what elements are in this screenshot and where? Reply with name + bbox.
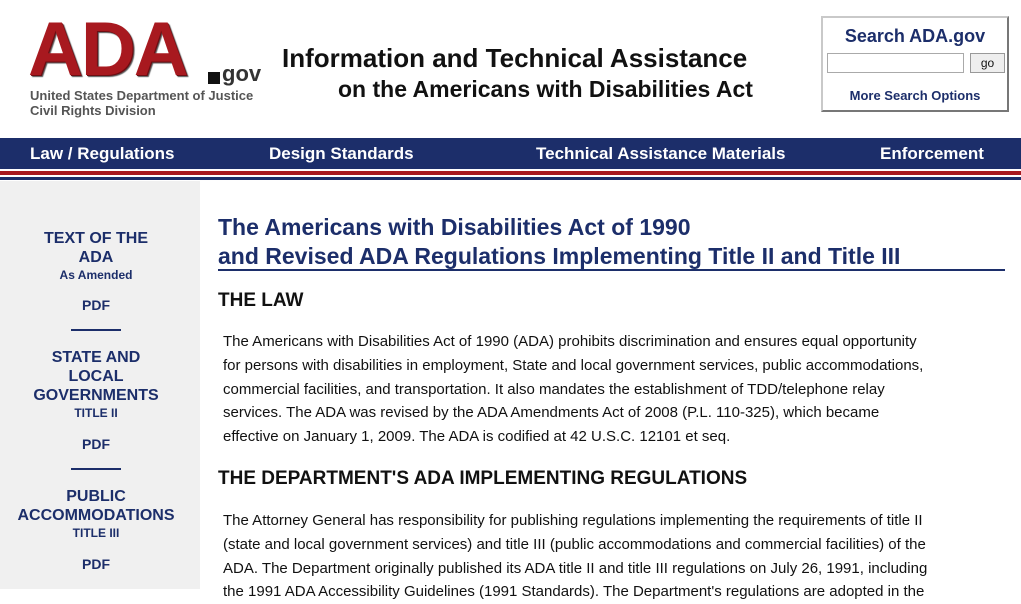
nav-technical-assistance[interactable]: Technical Assistance Materials [536, 144, 786, 163]
section-heading-the-law: THE LAW [218, 290, 304, 311]
sidebar-public-acc-sub: TITLE III [72, 526, 120, 540]
sidebar-state-local-line3: GOVERNMENTS [33, 387, 159, 404]
sidebar-text-of-ada[interactable] [0, 229, 192, 283]
site-title-line2: on the Americans with Disabilities Act [338, 76, 753, 102]
site-title-line1: Information and Technical Assistance [282, 43, 748, 73]
sidebar-state-local-line2: LOCAL [68, 368, 124, 385]
text-line: The Americans with Disabilities Act of 1990 (ADA) prohibits discrimination and ensures equal opportunity [223, 333, 917, 350]
logo-department: United States Department of Justice [30, 88, 254, 103]
nav-stripe-navy [0, 177, 1021, 180]
text-line: commercial facilities, and transportation. It also mandates the establishment of TDD/telephone relay [223, 380, 885, 398]
nav-enforcement[interactable]: Enforcement [880, 144, 984, 163]
page-title [218, 213, 1005, 271]
sidebar-public-acc-line1: PUBLIC [66, 488, 126, 505]
section-regulations-text [223, 509, 998, 604]
sidebar [0, 181, 200, 589]
page-title-line1: The Americans with Disabilities Act of 1990 [218, 214, 691, 240]
nav-design-standards[interactable]: Design Standards [269, 144, 414, 163]
sidebar-divider [71, 329, 121, 331]
sidebar-public-acc-pdf-link[interactable]: PDF [82, 556, 110, 572]
sidebar-text-of-ada-sub: As Amended [59, 268, 133, 282]
sidebar-state-local-pdf-link[interactable]: PDF [82, 436, 110, 452]
ada-gov-logo[interactable] [28, 7, 268, 122]
sidebar-state-local[interactable] [0, 348, 192, 421]
sidebar-text-of-ada-line2: ADA [78, 249, 114, 266]
sidebar-state-local-line1: STATE AND [51, 349, 141, 366]
more-search-options-link[interactable]: More Search Options [849, 88, 981, 103]
search-title: Search ADA.gov [844, 26, 986, 46]
logo-ada-text: ADA [28, 7, 187, 92]
text-line: The Attorney General has responsibility for publishing regulations implementing the requirements of title II [223, 512, 923, 529]
page-title-line2: and Revised ADA Regulations Implementing Title II and Title III [218, 243, 901, 269]
search-input[interactable] [827, 53, 964, 73]
text-line: for persons with disabilities in employment, State and local government services, public accommodations, [223, 356, 924, 374]
section-the-law-text [223, 330, 998, 449]
text-line: ADA. The Department originally published its ADA title II and title III regulations on July 26, 1991, including [223, 559, 928, 577]
site-title [282, 42, 802, 104]
search-box [821, 16, 1009, 112]
site-header [0, 0, 1021, 138]
search-go-button[interactable]: go [970, 53, 1005, 73]
sidebar-divider [71, 468, 121, 470]
text-line: the 1991 ADA Accessibility Guidelines (1991 Standards). The Department's regulations are adopted in the [223, 583, 925, 601]
sidebar-text-of-ada-line1: TEXT OF THE [44, 230, 148, 247]
logo-dot [208, 72, 220, 84]
sidebar-public-accommodations[interactable] [0, 487, 192, 541]
sidebar-public-acc-line2: ACCOMMODATIONS [17, 507, 175, 524]
text-line: services. The ADA was revised by the ADA Amendments Act of 2008 (P.L. 110-325), which became [223, 404, 880, 422]
main-nav [0, 138, 1021, 180]
sidebar-text-of-ada-pdf-link[interactable]: PDF [82, 297, 110, 313]
logo-gov-text: gov [222, 61, 262, 86]
text-line: (state and local government services) and title III (public accommodations and commercial facilities) of the [223, 535, 926, 553]
text-line: effective on January 1, 2009. The ADA is codified at 42 U.S.C. 12101 et seq. [223, 428, 731, 445]
logo-division: Civil Rights Division [30, 103, 156, 118]
section-heading-regulations: THE DEPARTMENT'S ADA IMPLEMENTING REGULATIONS [218, 468, 748, 489]
title-divider [218, 269, 1005, 271]
nav-law-regulations[interactable]: Law / Regulations [30, 144, 175, 163]
sidebar-state-local-sub: TITLE II [74, 406, 118, 420]
